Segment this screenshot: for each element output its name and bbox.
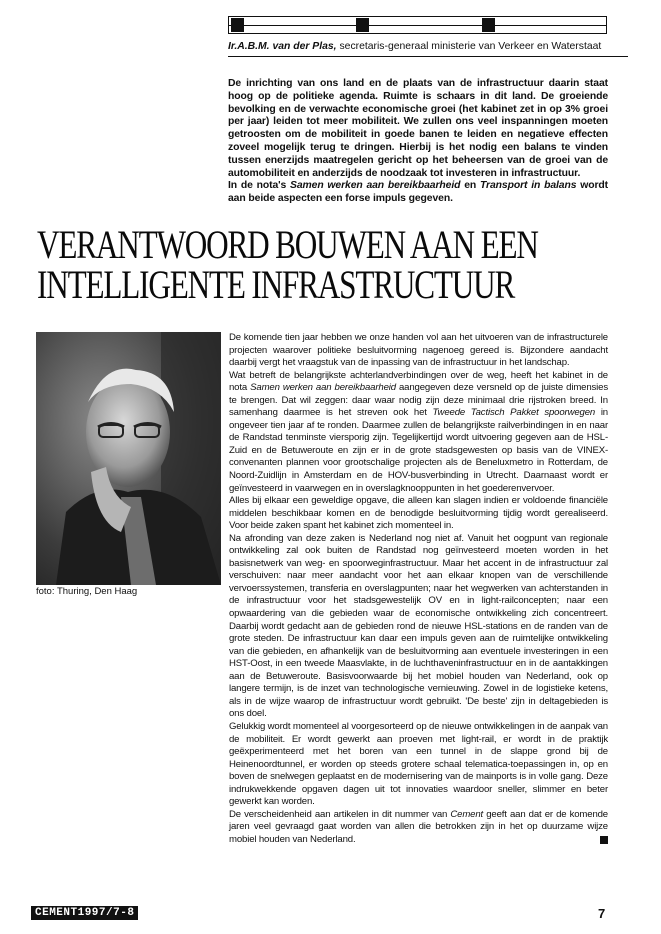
header-rule-line — [229, 25, 606, 26]
lead-paragraph: De inrichting van ons land en de plaats van de infrastructuur daarin staat hoog op de politieke agenda. Ruimte is schaars in dit land. De groeiende bevolking en de verwachte economische groei (het kabinet zet in op 3% groei per jaar) leiden tot meer mobiliteit. We zullen ons veel inspanningen moeten getroosten om de mobiliteit in goede banen te leiden en negatieve effecten zoveel mogelijk terug te dringen. Hierbij is het nodig een balans te vinden tussen enerzijds maatregelen gericht op het beheersen van de groei van de automobiliteit en anderzijds de noodzaak tot investeren in infrastructuur. — [228, 78, 608, 179]
article-headline — [37, 222, 538, 307]
journal-issue-label: CEMENT1997/7-8 — [31, 906, 138, 920]
photo-caption: foto: Thuring, Den Haag — [36, 586, 138, 597]
lead-paragraph-2: In de nota's Samen werken aan bereikbaarheid en Transport in balans wordt aan beide aspecten een forse impuls gegeven. — [228, 180, 608, 205]
author-portrait-photo — [36, 332, 221, 585]
body-paragraph: Wat betreft de belangrijkste achterlandverbindingen over de weg, heeft het kabinet in de nota Samen werken aan bereikbaarheid aangegeven deze versneld op de juiste dimensies te brengen. Dat wil zeggen: daar waar nodig zijn deze minimaal drie rijstroken breed. In samenhang daarmee is het streven ook het Tweede Tactisch Pakket spoorwegen in ongeveer tien jaar af te ronden. Daarmee zullen de belangrijkste railverbindingen in en naar de Randstad tenminste viersporig zijn. Tegelijkertijd wordt uitvoering gegeven aan de HSL-Zuid en de Betuweroute en zijn er in de grote stadsgewesten op basis van de VINEX-convenanten plannen voor grootschalige projecten als de Beneluxmetro in Rotterdam, de Noord-Zuidlijn in Amsterdam en de HOV-busverbinding in Utrecht. Daarnaast wordt er geïnvesteerd in vaarwegen en in overslagknooppunten in het goederenvervoer. — [229, 369, 608, 494]
portrait-image — [36, 332, 221, 585]
header-rule-bar — [228, 16, 607, 34]
header-block-mark — [231, 18, 244, 32]
end-of-article-mark — [600, 836, 608, 844]
headline-line-1: VERANTWOORD BOUWEN AAN EEN — [37, 222, 538, 267]
body-paragraph: Na afronding van deze zaken is Nederland nog niet af. Vanuit het oogpunt van regionale ontwikkeling zal ook buiten de Randstad nog geïnvesteerd moeten worden in het basisnetwerk van weg- en spoorweginfrastructuur. Maar het accent in de infrastructuur zal verschuiven: naar meer aandacht voor het aan elkaar knopen van de verschillende vervoerssystemen, transferia en overslagpunten; naar het wegwerken van achterstanden in de infrastructuur voor het stadsgewestelijk OV en in light-railconcepten; naar een opwaardering van die gebieden waar de economische ontwikkeling zich concentreert. Daarbij wordt gedacht aan de gebieden rond de nieuwe HSL-stations en de randen van de grote steden. De infrastructuur kan daar een impuls geven aan de ruimtelijke ontwikkeling van die gebieden, en afhankelijk van de besluitvorming aan eventuele investeringen in een HST-Oost, in een tweede Maasvlakte, in de luchthaveninfrastructuur en in de aantakkingen aan de Betuweroute. Basisvoorwaarde bij het mobiel houden van Nederland, ook op langere termijn, is de inzet van technologische vernieuwing. Zowel in de logistieke ketens, als in de wijze waarop de infrastructuur wordt gebruikt. 'De beste' zijn in deltagebieden is ons doel. — [229, 532, 608, 720]
author-role: secretaris-generaal ministerie van Verkeer en Waterstaat — [336, 41, 602, 52]
article-body — [229, 332, 608, 846]
header-block-mark — [482, 18, 495, 32]
page-number: 7 — [598, 906, 606, 921]
body-paragraph: De komende tien jaar hebben we onze handen vol aan het uitvoeren van de infrastructurele projecten waarover politieke besluitvorming nagenoeg gereed is. Bijzondere aandacht daarbij vergt het vraagstuk van de inpassing van de infrastructuur in het landschap. — [229, 332, 608, 369]
article-lead — [228, 78, 608, 206]
body-paragraph: De verscheidenheid aan artikelen in dit nummer van Cement geeft aan dat er de komende jaren veel gevraagd gaat worden van allen die betrokken zijn in het op duurzame wijze mobiel houden van Nederland. — [229, 808, 608, 845]
header-block-mark — [356, 18, 369, 32]
author-name: Ir.A.B.M. van der Plas, — [228, 41, 337, 52]
body-paragraph: Gelukkig wordt momenteel al voorgesorteerd op de nieuwe ontwikkelingen in de aanpak van de mobiliteit. Er wordt gewerkt aan proeven met light-rail, er wordt in de praktijk geëxperimenteerd met het boren van een tunnel in de slappe grond bij de Heinenoordtunnel, er worden op steeds grotere schaal telematica-toepassingen in, op en boven de snelwegen geplaatst en de modernisering van de mainports is in volle gang. Deze indrukwekkende opgaven dagen uit tot innovaties waardoor sneller, slimmer en beter gewerkt kan worden. — [229, 720, 608, 808]
headline-line-2: INTELLIGENTE INFRASTRUCTUUR — [37, 262, 515, 307]
body-paragraph: Alles bij elkaar een geweldige opgave, die alleen kan slagen indien er voldoende financiële middelen beschikbaar komen en de benodigde besluitvorming tijdig wordt gerealiseerd. Voor beide zaken spant het kabinet zich momenteel in. — [229, 495, 608, 532]
author-byline — [228, 40, 628, 57]
